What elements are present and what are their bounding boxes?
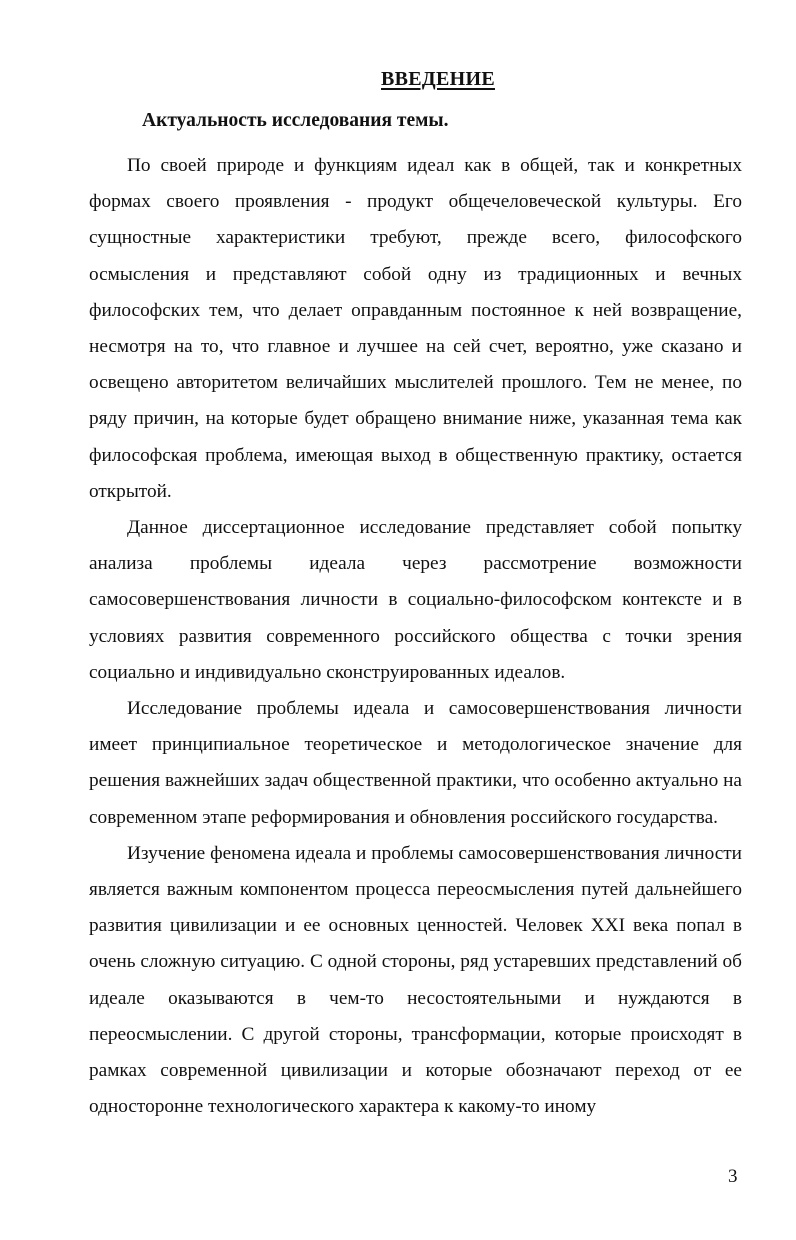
- paragraph-1: По своей природе и функциям идеал как в общей, так и конкретных формах своего проявления - продукт общечеловеческой культуры. Его сущностные характеристики требуют, прежде всего, философского осмысления и представляют собой одну из традиционных и вечных философских тем, что делает оправданным постоянное к ней возвращение, несмотря на то, что главное и лучшее на сей счет, вероятно, уже сказано и освещено авторитетом величайших мыслителей прошлого. Тем не менее, по ряду причин, на которые будет обращено внимание ниже, указанная тема как философская проблема, имеющая выход в общественную практику, остается открытой.: [89, 155, 742, 502]
- paragraph-3: Исследование проблемы идеала и самосовершенствования личности имеет принципиальное теоретическое и методологическое значение для решения важнейших задач общественной практики, что особенно актуально на современном этапе реформирования и обновления российского государства.: [89, 698, 742, 828]
- paragraph-4: Изучение феномена идеала и проблемы самосовершенствования личности является важным компонентом процесса переосмысления путей дальнейшего развития цивилизации и ее основных ценностей. Человек XXI века попал в очень сложную ситуацию. С одной стороны, ряд устаревших представлений об идеале оказываются в чем-то несостоятельными и нуждаются в переосмыслении. С другой стороны, трансформации, которые происходят в рамках современной цивилизации и которые обозначают переход от ее односторонне технологического характера к какому-то иному: [89, 842, 742, 1118]
- page-title: ВВЕДЕНИЕ: [381, 68, 495, 90]
- paragraph-2: Данное диссертационное исследование представляет собой попытку анализа проблемы идеала через рассмотрение возможности самосовершенствования личности в социально-философском контексте и в условиях развития современного российского общества с точки зрения социально и индивидуально сконструированных идеалов.: [89, 517, 742, 683]
- section-subtitle: Актуальность исследования темы.: [142, 110, 449, 131]
- body-text: [89, 148, 742, 1125]
- page-number: 3: [728, 1166, 738, 1187]
